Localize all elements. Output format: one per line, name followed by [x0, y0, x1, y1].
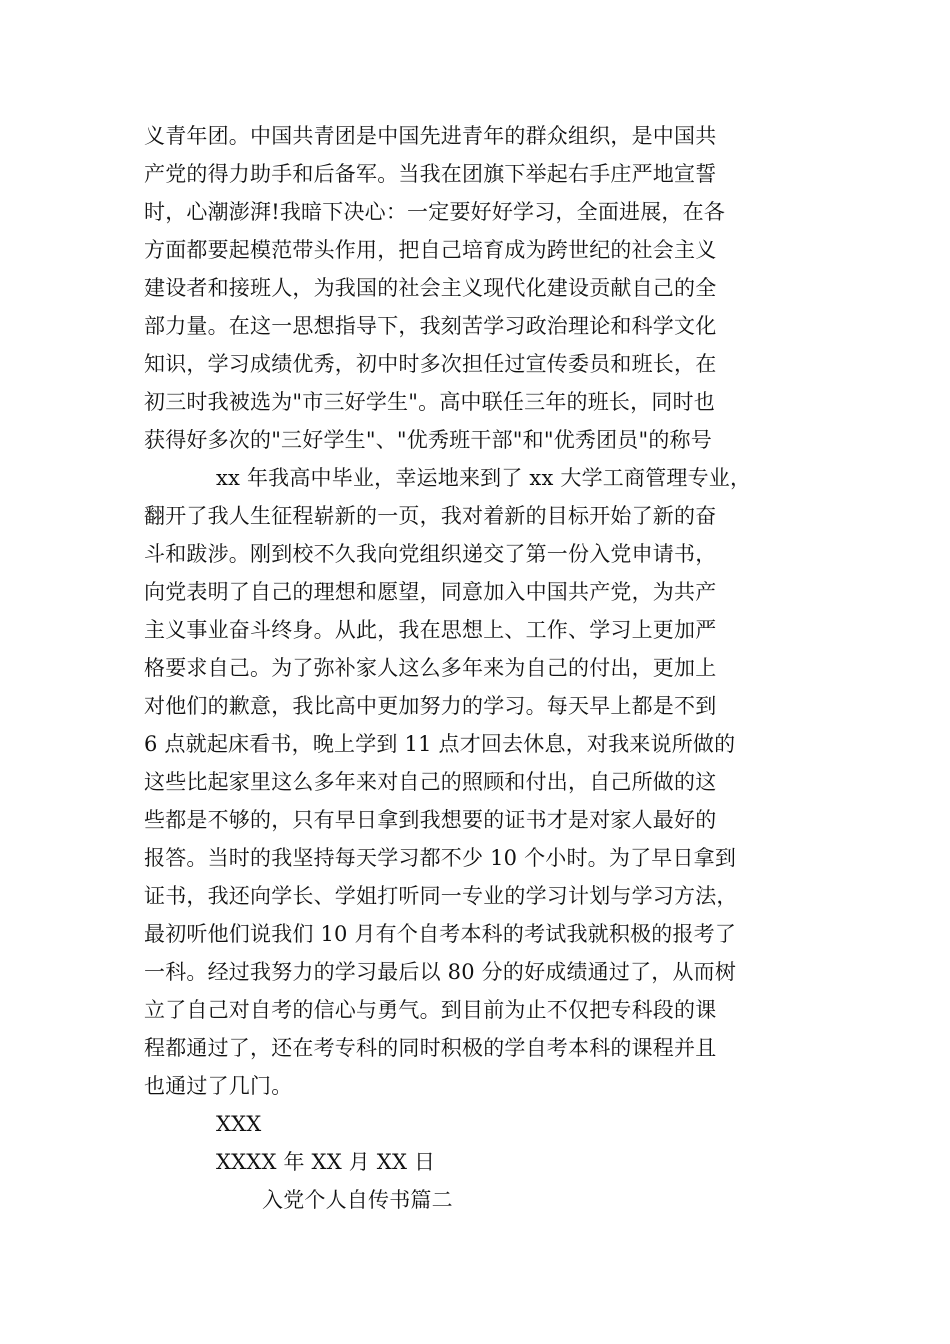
paragraph-1-line: 方面都要起模范带头作用，把自己培育成为跨世纪的社会主义 [144, 238, 717, 262]
paragraph-2-line: 立了自己对自考的信心与勇气。到目前为止不仅把专科段的课 [144, 998, 717, 1022]
paragraph-2-line: 这些比起家里这么多年来对自己的照顾和付出，自己所做的这 [144, 770, 717, 794]
paragraph-1-line: 知识，学习成绩优秀，初中时多次担任过宣传委员和班长，在 [144, 352, 717, 376]
paragraph-2-line: 格要求自己。为了弥补家人这么多年来为自己的付出，更加上 [144, 656, 717, 680]
paragraph-1-line: 部力量。在这一思想指导下，我刻苦学习政治理论和科学文化 [144, 314, 717, 338]
paragraph-2-line: xx 年我高中毕业，幸运地来到了 xx 大学工商管理专业， [216, 466, 752, 490]
paragraph-2-line: 6 点就起床看书，晚上学到 11 点才回去休息，对我来说所做的 [144, 732, 736, 756]
signature-date: XXXX 年 XX 月 XX 日 [216, 1150, 436, 1174]
paragraph-2-line: 斗和跋涉。刚到校不久我向党组织递交了第一份入党申请书， [144, 542, 717, 566]
signature-name: XXX [216, 1112, 262, 1136]
paragraph-2-line: 一科。经过我努力的学习最后以 80 分的好成绩通过了，从而树 [144, 960, 737, 984]
paragraph-2-line: 些都是不够的，只有早日拿到我想要的证书才是对家人最好的 [144, 808, 717, 832]
paragraph-1-line: 时，心潮澎湃!我暗下决心：一定要好好学习，全面进展，在各 [144, 200, 726, 224]
paragraph-1-line: 建设者和接班人，为我国的社会主义现代化建设贡献自己的全 [144, 276, 717, 300]
paragraph-1-line: 义青年团。中国共青团是中国先进青年的群众组织，是中国共 [144, 124, 717, 148]
paragraph-2-line: 翻开了我人生征程崭新的一页，我对着新的目标开始了新的奋 [144, 504, 717, 528]
paragraph-2-line: 最初听他们说我们 10 月有个自考本科的考试我就积极的报考了 [144, 922, 737, 946]
paragraph-2-line: 报答。当时的我坚持每天学习都不少 10 个小时。为了早日拿到 [144, 846, 737, 870]
paragraph-1-line: 获得好多次的"三好学生"、"优秀班干部"和"优秀团员"的称号 [144, 428, 712, 452]
paragraph-2-line: 证书，我还向学长、学姐打听同一专业的学习计划与学习方法， [144, 884, 738, 908]
paragraph-2-line: 对他们的歉意，我比高中更加努力的学习。每天早上都是不到 [144, 694, 717, 718]
paragraph-1-line: 产党的得力助手和后备军。当我在团旗下举起右手庄严地宣誓 [144, 162, 717, 186]
paragraph-2-line: 也通过了几门。 [144, 1074, 293, 1098]
section-title: 入党个人自传书篇二 [262, 1188, 453, 1212]
paragraph-2-line: 向党表明了自己的理想和愿望，同意加入中国共产党，为共产 [144, 580, 717, 604]
paragraph-2-line: 主义事业奋斗终身。从此，我在思想上、工作、学习上更加严 [144, 618, 717, 642]
paragraph-1-line: 初三时我被选为"市三好学生"。高中联任三年的班长，同时也 [144, 390, 715, 414]
paragraph-2-line: 程都通过了，还在考专科的同时积极的学自考本科的课程并且 [144, 1036, 717, 1060]
